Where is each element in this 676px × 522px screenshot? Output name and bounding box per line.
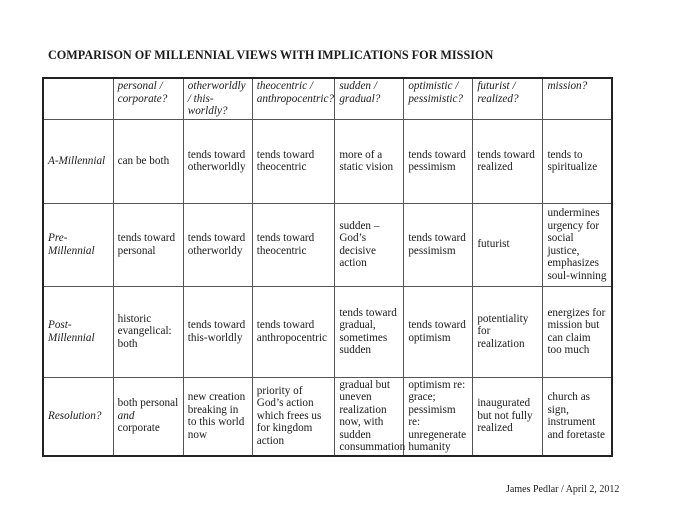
header-cell-futurist-realized: futurist / realized? — [473, 78, 543, 119]
table-cell: tends toward personal — [113, 203, 183, 286]
table-cell: tends toward theocentric — [252, 203, 335, 286]
table-cell: optimism re: grace; pessimism re: unregenerate humanity — [404, 377, 473, 456]
table-cell: can be both — [113, 119, 183, 203]
table-cell: more of a static vision — [335, 119, 404, 203]
table-row-resolution — [43, 377, 612, 456]
table-cell: undermines urgency for social justice, emphasizes soul-winning — [543, 203, 612, 286]
table-cell: tends toward anthropocentric — [252, 286, 335, 377]
table-cell: tends toward otherworldly — [183, 119, 252, 203]
table-cell: tends toward theocentric — [252, 119, 335, 203]
table-cell: futurist — [473, 203, 543, 286]
table-cell: energizes for mission but can claim too much — [543, 286, 612, 377]
cell-text: both personal — [117, 397, 179, 410]
header-cell-otherworldly-thisworldly: otherworldly / this-worldly? — [183, 78, 252, 119]
table-cell: historic evangelical: both — [113, 286, 183, 377]
cell-text: corporate — [117, 422, 160, 435]
table-cell: tends toward gradual, sometimes sudden — [335, 286, 404, 377]
table-cell: tends toward realized — [473, 119, 543, 203]
cell-emphasis: and — [117, 409, 135, 422]
header-row — [43, 78, 612, 119]
table-cell — [113, 377, 183, 456]
table-cell: priority of God’s action which frees us for kingdom action — [252, 377, 335, 456]
table-cell: potentiality for realization — [473, 286, 543, 377]
table-row-pre-millennial — [43, 203, 612, 286]
table-cell: inaugurated but not fully realized — [473, 377, 543, 456]
row-label: Pre-Millennial — [43, 203, 113, 286]
table-cell: tends toward this-worldly — [183, 286, 252, 377]
table-cell: new creation breaking in to this world now — [183, 377, 252, 456]
table-cell: tends to spiritualize — [543, 119, 612, 203]
header-cell-sudden-gradual: sudden / gradual? — [335, 78, 404, 119]
comparison-table — [42, 77, 613, 457]
table-row-a-millennial — [43, 119, 612, 203]
table-cell: sudden – God’s decisive action — [335, 203, 404, 286]
header-cell-personal-corporate: personal / corporate? — [113, 78, 183, 119]
author-date-footer: James Pedlar / April 2, 2012 — [506, 484, 620, 495]
row-label: Resolution? — [43, 377, 113, 456]
table-cell: tends toward pessimism — [404, 203, 473, 286]
table-row-post-millennial — [43, 286, 612, 377]
header-cell-mission: mission? — [543, 78, 612, 119]
header-cell-optimistic-pessimistic: optimistic / pessimistic? — [404, 78, 473, 119]
header-cell-empty — [43, 78, 113, 119]
table-cell: gradual but uneven realization now, with sudden consummation — [335, 377, 404, 456]
row-label: A-Millennial — [43, 119, 113, 203]
table-cell: tends toward otherworldy — [183, 203, 252, 286]
table-cell: tends toward optimism — [404, 286, 473, 377]
table-cell: tends toward pessimism — [404, 119, 473, 203]
document-title: COMPARISON OF MILLENNIAL VIEWS WITH IMPLICATIONS FOR MISSION — [48, 48, 494, 62]
row-label: Post-Millennial — [43, 286, 113, 377]
table-cell: church as sign, instrument and foretaste — [543, 377, 612, 456]
header-cell-theocentric-anthropocentric: theocentric / anthropocentric? — [252, 78, 335, 119]
